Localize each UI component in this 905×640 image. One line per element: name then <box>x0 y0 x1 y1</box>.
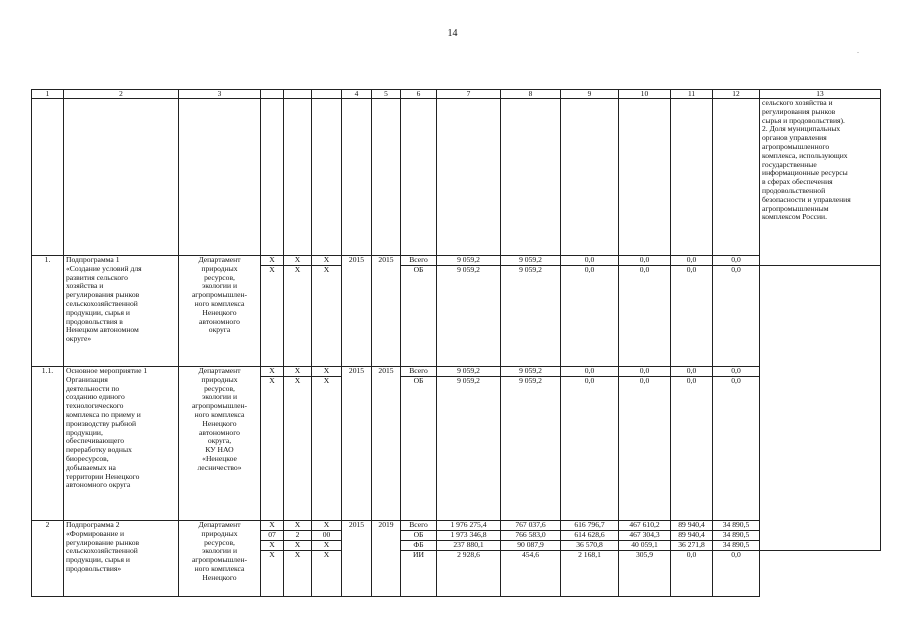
text-line: регулирования рынков <box>762 106 836 116</box>
text-line: природных <box>201 528 238 538</box>
text-line: переработку водных <box>66 445 132 455</box>
text-line: деятельности по <box>66 383 120 393</box>
row-name <box>64 521 179 597</box>
column-number: 4 <box>342 90 372 99</box>
value-cell: 34 890,5 <box>713 521 760 531</box>
code-cell: Х <box>312 521 342 531</box>
code-cell: Х <box>284 521 312 531</box>
scan-dot: . <box>857 46 859 55</box>
column-number: 1 <box>32 90 64 99</box>
value-cell: 1 976 275,4 <box>437 521 501 531</box>
value-cell: 766 583,0 <box>501 531 561 541</box>
value-cell: 305,9 <box>619 551 671 597</box>
text-line: комплексом России. <box>762 212 827 222</box>
code-cell: Х <box>284 256 312 266</box>
text-line: продукции, <box>66 427 103 437</box>
text-line: «Ненецкое <box>202 453 237 463</box>
text-line: ресурсов, <box>204 537 235 547</box>
start-year: 2015 <box>342 367 372 521</box>
column-number <box>261 90 284 99</box>
column-number: 2 <box>64 90 179 99</box>
value-cell: 0,0 <box>713 377 760 521</box>
end-year: 2015 <box>372 256 401 367</box>
value-cell: 9 059,2 <box>437 266 501 367</box>
value-cell: 0,0 <box>619 367 671 377</box>
value-cell: 89 940,4 <box>671 531 713 541</box>
text-line: сырья и продовольствия). <box>762 115 845 125</box>
value-cell: 9 059,2 <box>501 266 561 367</box>
value-cell: 0,0 <box>561 256 619 266</box>
code-cell: 2 <box>284 531 312 541</box>
text-line: Департамент <box>198 255 241 264</box>
text-line: ресурсов, <box>204 272 235 282</box>
text-line: продовольственной <box>762 185 826 195</box>
text-line: сельского хозяйства и <box>762 98 833 107</box>
text-line: автономного <box>199 316 240 326</box>
funding-source: Всего <box>401 367 437 377</box>
value-cell: 36 570,8 <box>561 541 619 551</box>
text-line: экологии и <box>201 281 238 291</box>
text-line: безопасности и управления <box>762 194 851 204</box>
code-cell: Х <box>312 256 342 266</box>
funding-source: ФБ <box>401 541 437 551</box>
value-cell: 2 168,1 <box>561 551 619 597</box>
text-line: продукции, сырья и <box>66 555 130 565</box>
value-cell: 34 890,5 <box>713 531 760 541</box>
code-cell: Х <box>261 541 284 551</box>
text-line: агропромышлен- <box>191 290 248 300</box>
text-line: Подпрограмма 1 <box>66 255 120 264</box>
value-cell: 767 037,6 <box>501 521 561 531</box>
text-line: Основное мероприятие 1 <box>66 366 148 375</box>
text-line: Ненецком автономном <box>66 325 139 335</box>
value-cell: 454,6 <box>501 551 561 597</box>
value-cell: 616 796,7 <box>561 521 619 531</box>
text-line: автономного <box>199 427 240 437</box>
text-line: сельскохозяйственной <box>66 546 138 556</box>
text-line: «Формирование и <box>66 528 125 538</box>
text-line: ного комплекса <box>194 563 245 573</box>
value-cell: 9 059,2 <box>437 377 501 521</box>
row-name <box>64 256 179 367</box>
text-line: Организация <box>66 374 108 384</box>
end-year: 2015 <box>372 367 401 521</box>
row-number: 1. <box>32 256 64 367</box>
value-cell: 34 890,5 <box>713 541 760 551</box>
value-cell: 9 059,2 <box>501 377 561 521</box>
column-number: 8 <box>501 90 561 99</box>
continuation-row <box>32 99 881 256</box>
code-cell: Х <box>284 367 312 377</box>
text-line: агропромышленного <box>762 141 830 151</box>
text-line: развития сельского <box>66 272 128 282</box>
code-cell: 00 <box>312 531 342 541</box>
text-line: агропромышлен- <box>191 555 248 565</box>
value-cell: 9 059,2 <box>437 367 501 377</box>
column-number: 7 <box>437 90 501 99</box>
text-line: добываемых на <box>66 462 116 472</box>
code-cell: Х <box>261 551 284 597</box>
code-cell: Х <box>261 377 284 521</box>
indicators-cell <box>760 99 881 266</box>
code-cell: Х <box>312 367 342 377</box>
text-line: территории Ненецкого <box>66 471 140 481</box>
value-cell: 0,0 <box>713 367 760 377</box>
start-year: 2015 <box>342 256 372 367</box>
funding-source: ОБ <box>401 531 437 541</box>
code-cell: Х <box>312 551 342 597</box>
text-line: КУ НАО <box>205 445 234 455</box>
text-line: продовольствия» <box>66 563 122 573</box>
funding-source: ОБ <box>401 377 437 521</box>
row-executor <box>179 521 261 597</box>
text-line: лесничество» <box>197 462 242 472</box>
text-line: технологического <box>66 401 124 411</box>
code-cell: Х <box>284 266 312 367</box>
text-line: агропромышлен- <box>191 401 248 411</box>
value-cell: 9 059,2 <box>501 256 561 266</box>
code-cell: Х <box>261 367 284 377</box>
text-line: продукции, сырья и <box>66 307 130 317</box>
text-line: комплекса, использующих <box>762 150 848 160</box>
table-row <box>32 521 881 531</box>
text-line: природных <box>201 263 238 273</box>
column-number: 9 <box>561 90 619 99</box>
column-number: 12 <box>713 90 760 99</box>
text-line: сельскохозяйственной <box>66 298 138 308</box>
text-line: Подпрограмма 2 <box>66 520 120 529</box>
value-cell: 1 973 346,8 <box>437 531 501 541</box>
value-cell: 90 087,9 <box>501 541 561 551</box>
text-line: агропромышленным <box>762 203 829 213</box>
code-cell: Х <box>312 541 342 551</box>
value-cell: 237 880,1 <box>437 541 501 551</box>
row-number: 1.1. <box>32 367 64 521</box>
row-executor <box>179 367 261 521</box>
text-line: автономного округа <box>66 480 131 490</box>
program-table <box>31 89 881 597</box>
code-cell: Х <box>284 551 312 597</box>
funding-source: ИИ <box>401 551 437 597</box>
text-line: экологии и <box>201 546 238 556</box>
value-cell: 36 271,8 <box>671 541 713 551</box>
text-line: комплекса по приему и <box>66 409 141 419</box>
text-line: государственные <box>762 159 817 169</box>
value-cell: 40 059,1 <box>619 541 671 551</box>
text-line: Ненецкого <box>202 307 237 317</box>
text-line: продовольствия в <box>66 316 123 326</box>
column-number <box>312 90 342 99</box>
value-cell: 614 628,6 <box>561 531 619 541</box>
value-cell: 0,0 <box>671 367 713 377</box>
value-cell: 467 610,2 <box>619 521 671 531</box>
value-cell: 0,0 <box>713 551 760 597</box>
value-cell: 9 059,2 <box>437 256 501 266</box>
text-line: Ненецкого <box>202 572 237 582</box>
text-line: органов управления <box>762 133 827 143</box>
text-line: экологии и <box>201 392 238 402</box>
value-cell: 2 928,6 <box>437 551 501 597</box>
page-number: 14 <box>447 28 458 39</box>
value-cell: 0,0 <box>619 266 671 367</box>
value-cell: 0,0 <box>671 266 713 367</box>
code-cell: Х <box>312 266 342 367</box>
text-line: ного комплекса <box>194 298 245 308</box>
text-line: обеспечивающего <box>66 436 125 446</box>
value-cell: 0,0 <box>561 367 619 377</box>
code-cell: Х <box>312 377 342 521</box>
text-line: в сферах обеспечения <box>762 177 833 187</box>
code-cell: Х <box>284 377 312 521</box>
row-executor <box>179 256 261 367</box>
value-cell: 0,0 <box>713 256 760 266</box>
column-number: 10 <box>619 90 671 99</box>
text-line: Ненецкого <box>202 418 237 428</box>
start-year: 2015 <box>342 521 372 597</box>
value-cell: 0,0 <box>561 266 619 367</box>
value-cell: 0,0 <box>561 377 619 521</box>
value-cell: 0,0 <box>619 256 671 266</box>
text-line: округе» <box>66 334 92 344</box>
column-number: 11 <box>671 90 713 99</box>
indicators-text <box>762 99 878 222</box>
code-cell: Х <box>261 256 284 266</box>
column-number: 3 <box>179 90 261 99</box>
funding-source: ОБ <box>401 266 437 367</box>
funding-source: Всего <box>401 521 437 531</box>
text-line: производству рыбной <box>66 418 137 428</box>
value-cell: 467 304,3 <box>619 531 671 541</box>
text-line: ресурсов, <box>204 383 235 393</box>
text-line: информационные ресурсы <box>762 168 848 178</box>
text-line: регулирования рынков <box>66 290 140 300</box>
row-number: 2 <box>32 521 64 597</box>
funding-source: Всего <box>401 256 437 266</box>
value-cell: 89 940,4 <box>671 521 713 531</box>
column-number: 13 <box>760 90 881 99</box>
table-row <box>32 256 881 266</box>
column-number-row <box>32 90 881 99</box>
text-line: округа, <box>207 436 232 446</box>
value-cell: 0,0 <box>671 256 713 266</box>
code-cell: Х <box>261 266 284 367</box>
value-cell: 0,0 <box>671 377 713 521</box>
value-cell: 0,0 <box>671 551 713 597</box>
code-cell: Х <box>284 541 312 551</box>
row-name <box>64 367 179 521</box>
table-row <box>32 367 881 377</box>
column-number: 5 <box>372 90 401 99</box>
text-line: природных <box>201 374 238 384</box>
text-line: хозяйства и <box>66 281 104 291</box>
code-cell: Х <box>261 521 284 531</box>
text-line: регулирование рынков <box>66 537 140 547</box>
code-cell: 07 <box>261 531 284 541</box>
text-line: Департамент <box>198 366 241 375</box>
text-line: созданию единого <box>66 392 125 402</box>
text-line: 2. Доля муниципальных <box>762 124 841 134</box>
column-number <box>284 90 312 99</box>
text-line: ного комплекса <box>194 409 245 419</box>
value-cell: 0,0 <box>619 377 671 521</box>
text-line: Департамент <box>198 520 241 529</box>
text-line: биоресурсов, <box>66 453 109 463</box>
end-year: 2019 <box>372 521 401 597</box>
value-cell: 9 059,2 <box>501 367 561 377</box>
column-number: 6 <box>401 90 437 99</box>
value-cell: 0,0 <box>713 266 760 367</box>
text-line: «Создание условий для <box>66 263 142 273</box>
text-line: округа <box>208 325 231 335</box>
